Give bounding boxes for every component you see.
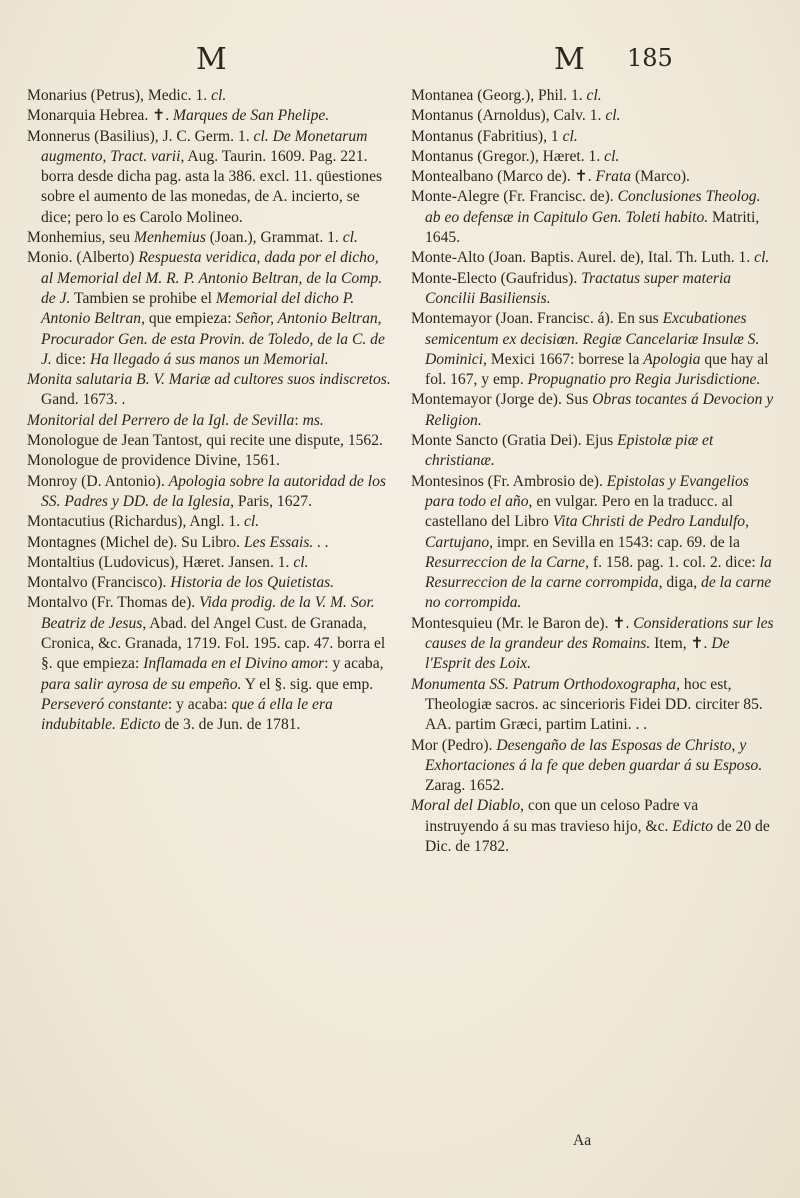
index-entry: Monte-Electo (Gaufridus). Tractatus super materia Concilii Basiliensis. xyxy=(411,269,732,307)
index-entry: Monumenta SS. Patrum Orthodoxographa, hoc est, Theologiæ sacros. ac sincerioris Fidei DD. circiter 85. AA. partim Græci, partim Latini. . . xyxy=(411,675,763,734)
index-entry: Montealbano (Marco de). ✝. Frata (Marco). xyxy=(411,168,690,186)
index-entry: Monarquia Hebrea. ✝. Marques de San Phelipe. xyxy=(27,107,330,125)
index-entry: Monologue de Jean Tantost, qui recite une dispute, 1562. xyxy=(27,432,383,450)
index-entry: Monnerus (Basilius), J. C. Germ. 1. cl. De Monetarum augmento, Tract. varii, Aug. Taurin. 1609. Pag. 221. borra desde dicha pag. asta la 386. excl. 11. qüestiones sobre el aumento de las monedas, de A. incierto, se dice; pero lo es Carolo Molineo. xyxy=(27,127,383,226)
header-letter-right: M xyxy=(554,42,586,77)
index-entry: Montesinos (Fr. Ambrosio de). Epistolas y Evangelios para todo el año, en vulgar. Pero en la traducc. al castellano del Libro Vita Christi de Pedro Landulfo, Cartujano, impr. en Sevilla en 1543: cap. 69. de la Resurreccion de la Carne, f. 158. pag. 1. col. 2. dice: la Resurreccion de la carne corrompida, diga, de la carne no corrompida. xyxy=(411,472,772,612)
page-number: 185 xyxy=(627,44,673,72)
index-entry: Montanus (Gregor.), Hæret. 1. cl. xyxy=(411,147,620,165)
index-entry: Monte-Alegre (Fr. Francisc. de). Conclusiones Theolog. ab eo defensæ in Capitulo Gen. Toleti habito. Matriti, 1645. xyxy=(411,188,761,247)
index-entry: Montanus (Arnoldus), Calv. 1. cl. xyxy=(411,107,621,125)
index-entry: Montanus (Fabritius), 1 cl. xyxy=(411,127,578,145)
index-entry: Montemayor (Jorge de). Sus Obras tocantes á Devocion y Religion. xyxy=(411,391,774,429)
index-entry: Monita salutaria B. V. Mariæ ad cultores suos indiscretos. Gand. 1673. . xyxy=(27,371,391,409)
running-header xyxy=(0,42,800,82)
index-entry: Montesquieu (Mr. le Baron de). ✝. Considerations sur les causes de la grandeur des Romains. Item, ✝. De l'Esprit des Loix. xyxy=(411,614,774,673)
index-entry: Montaltius (Ludovicus), Hæret. Jansen. 1. cl. xyxy=(27,553,309,571)
index-entry: Mor (Pedro). Desengaño de las Esposas de Christo, y Exhortaciones á la fe que deben guardar á su Esposo. Zarag. 1652. xyxy=(411,736,763,795)
index-entry: Moral del Diablo, con que un celoso Padre va instruyendo á su mas travieso hijo, &c. Edicto de 20 de Dic. de 1782. xyxy=(411,797,770,855)
left-column xyxy=(27,86,392,736)
index-entry: Monarius (Petrus), Medic. 1. cl. xyxy=(27,87,227,104)
index-entry: Monroy (D. Antonio). Apologia sobre la autoridad de los SS. Padres y DD. de la Iglesia, Paris, 1627. xyxy=(27,472,386,510)
index-entry: Montacutius (Richardus), Angl. 1. cl. xyxy=(27,513,260,531)
index-entry: Monologue de providence Divine, 1561. xyxy=(27,452,280,470)
index-entry: Monte Sancto (Gratia Dei). Ejus Epistolæ piæ et christianæ. xyxy=(411,432,714,470)
index-entry: Monhemius, seu Menhemius (Joan.), Grammat. 1. cl. xyxy=(27,229,358,247)
index-entry: Monte-Alto (Joan. Baptis. Aurel. de), Ital. Th. Luth. 1. cl. xyxy=(411,249,770,267)
index-entry: Montemayor (Joan. Francisc. á). En sus Excubationes semicentum ex decisiœn. Regiæ Cancelariæ Insulæ S. Dominici, Mexici 1667: borrese la Apologia que hay al fol. 167, y emp. Propugnatio pro Regia Jurisdictione. xyxy=(411,310,769,389)
index-entry: Montalvo (Fr. Thomas de). Vida prodig. de la V. M. Sor. Beatriz de Jesus, Abad. del Angel Cust. de Granada, Cronica, &c. Granada, 1719. Fol. 195. cap. 47. borra el §. que empieza: Inflamada en el Divino amor: y acaba, para salir ayrosa de su empeño. Y el §. sig. que emp. Perseveró constante: y acaba: que á ella le era indubitable. Edicto de 3. de Jun. de 1781. xyxy=(27,594,386,734)
signature-mark: Aa xyxy=(573,1132,592,1149)
index-entry: Montalvo (Francisco). Historia de los Quietistas. xyxy=(27,574,335,592)
header-letter-left: M xyxy=(196,42,228,77)
index-entry: Montanea (Georg.), Phil. 1. cl. xyxy=(411,87,602,104)
right-column xyxy=(411,86,775,857)
index-entry: Monitorial del Perrero de la Igl. de Sevilla: ms. xyxy=(27,411,324,429)
index-entry: Montagnes (Michel de). Su Libro. Les Essais. . . xyxy=(27,533,329,551)
index-entry: Monio. (Alberto) Respuesta veridica, dada por el dicho, al Memorial del M. R. P. Antonio Beltran, de la Comp. de J. Tambien se prohibe el Memorial del dicho P. Antonio Beltran, que empieza: Señor, Antonio Beltran, Procurador Gen. de esta Provin. de Toledo, de la C. de J. dice: Ha llegado á sus manos un Memorial. xyxy=(27,249,385,368)
